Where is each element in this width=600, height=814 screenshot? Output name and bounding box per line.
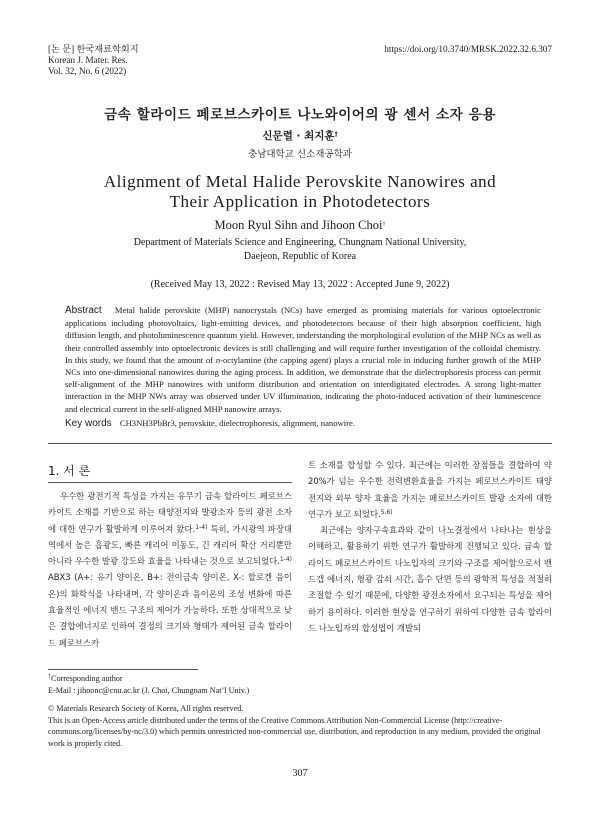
section-heading: 1. 서 론 xyxy=(48,464,91,478)
section-underline xyxy=(48,482,292,483)
doi-link[interactable]: https://doi.org/10.3740/MRSK.2022.32.6.307 xyxy=(384,44,552,54)
received-dates: (Received May 13, 2022 : Revised May 13, 2022 : Accepted June 9, 2022) xyxy=(150,279,450,290)
journal-info xyxy=(48,44,139,77)
authors-ko: 신문렬 · 최지훈† xyxy=(262,130,338,142)
journal-volume: Vol. 32, No. 6 (2022) xyxy=(48,66,127,76)
keywords-label: Key words xyxy=(65,418,112,429)
abstract-label: Abstract xyxy=(65,305,102,316)
body-left-column: 우수한 광전기적 특성을 가지는 유무기 금속 할라이드 페로브스카이트 소재를 기반으로 하는 태양전지와 발광소자 등의 광전 소자에 대한 연구가 활발하게 이루어져 왔다.$^{1-4)}$ 특히, 가시광역 파장대역에서 높은 흡광도, 빠른 캐리어 이동도, 긴 캐리어 확산 거리뿐만 아니라 우수한 발광 강도와 효율을 나타내는 것으로 보고되었다.$^{1-4)}$ ABX3 (A+: 유기 양이온, B+: 전이금속 양이온, X-: 할로겐 음이온)의 화학식을 나타내며, 각 양이온과 음이온의 조성 변화에 따른 효율적인 에너지 밴드 구조의 제어가 가능하다. 또한 상대적으로 낮은 결합에너지로 인하여 결정의 크기와 형태가 제어된 금속 할라이드 페로브스카 xyxy=(48,491,292,648)
copyright: © Materials Research Society of Korea, All rights reserved. This is an Open-Access article distributed under the terms of the Creative Commons Attribution Non-Commercial License (http://creative-commons.org/licenses/by-nc/3.0) which permits unrestricted non-commercial use, distribution, and reproduction in any medium, provided the original work is properly cited. xyxy=(48,704,541,748)
affiliation-ko: 충남대학교 신소재공학과 xyxy=(248,149,352,160)
keywords-text: CH3NH3PbBr3, perovskite, dielectrophoresis, alignment, nanowire. xyxy=(119,418,355,428)
page-number: 307 xyxy=(292,768,308,779)
footnote-email: E-Mail : jihoonc@cnu.ac.kr (J. Choi, Chungnam Nat’l Univ.) xyxy=(48,685,250,695)
journal-name-en: Korean J. Mater. Res. xyxy=(48,55,128,65)
title-en: Alignment of Metal Halide Perovskite Nanowires and Their Application in Photodetectors xyxy=(103,172,497,211)
journal-name-ko: [논 문] 한국재료학회지 xyxy=(48,44,139,54)
keywords xyxy=(65,418,541,429)
abstract: Abstract Metal halide perovskite (MHP) nanocrystals (NCs) have emerged as promising materials for various optoelectronic applications including photovoltaics, light-emitting devices, and photodetectors because of their high absorption coefficient, high diffusion length, and photoluminescence quantum yield. However, understanding the morphological evolution of the MHP NCs as well as their controlled assembly into optoelectronic devices is still challenging and will require further investigation of the colloidal chemistry. In this study, we found that the amount of n-octylamine (the capping agent) plays a crucial role in inducing further growth of the MHP NCs into one-dimensional nanowires during the aging process. In addition, we demonstrate that the dielectrophoresis process can permit self-alignment of the MHP nanowires with uniform distribution and orientation on interdigitated electrodes. A strong light-matter interaction in the MHP NWs array was observed under UV illumination, indicating the photo-induced activation of their luminescence and electrical current in the self-aligned MHP nanowire arrays. xyxy=(65,305,542,414)
title-ko: 금속 할라이드 페로브스카이트 나노와이어의 광 센서 소자 응용 xyxy=(104,107,496,123)
footnote: †Corresponding author E-Mail : jihoonc@cnu.ac.kr (J. Choi, Chungnam Nat’l Univ.) xyxy=(48,673,552,696)
footnote-rule xyxy=(48,669,198,670)
affiliation-en: Department of Materials Science and Engineering, Chungnam National University, Daejeon, Republic of Korea xyxy=(133,237,467,262)
divider xyxy=(48,443,552,444)
authors-en: Moon Ryul Sihn and Jihoon Choi† xyxy=(214,218,386,232)
body-right-column: 트 소재를 합성할 수 있다. 최근에는 이러한 장점들을 결합하여 약 20%가 넘는 우수한 전력변환효율을 가지는 페로브스카이트 태양전지와 외부 양자 효율을 가지는 페로브스카이트 발광 소자에 대한 연구가 보고 되었다.$^{5,6)}$ 최근에는 양자구속효과와 같이 나노결정에서 나타나는 현상을 이해하고, 활용하기 위한 연구가 활발하게 진행되고 있다. 금속 할라이드 페로브스카이트 나노입자의 크기와 구조를 제어함으로서 밴드갭 에너지, 형광 감쇠 시간, 흡수 단면 등의 광학적 특성을 적절히 조절할 수 있기 때문에, 다양한 광전소자에서 요구되는 특성을 제어하기 용이하다. 이러한 현상을 연구하기 위하여 다양한 금속 할라이드 나노입자의 합성법이 개발되 xyxy=(308,460,552,633)
